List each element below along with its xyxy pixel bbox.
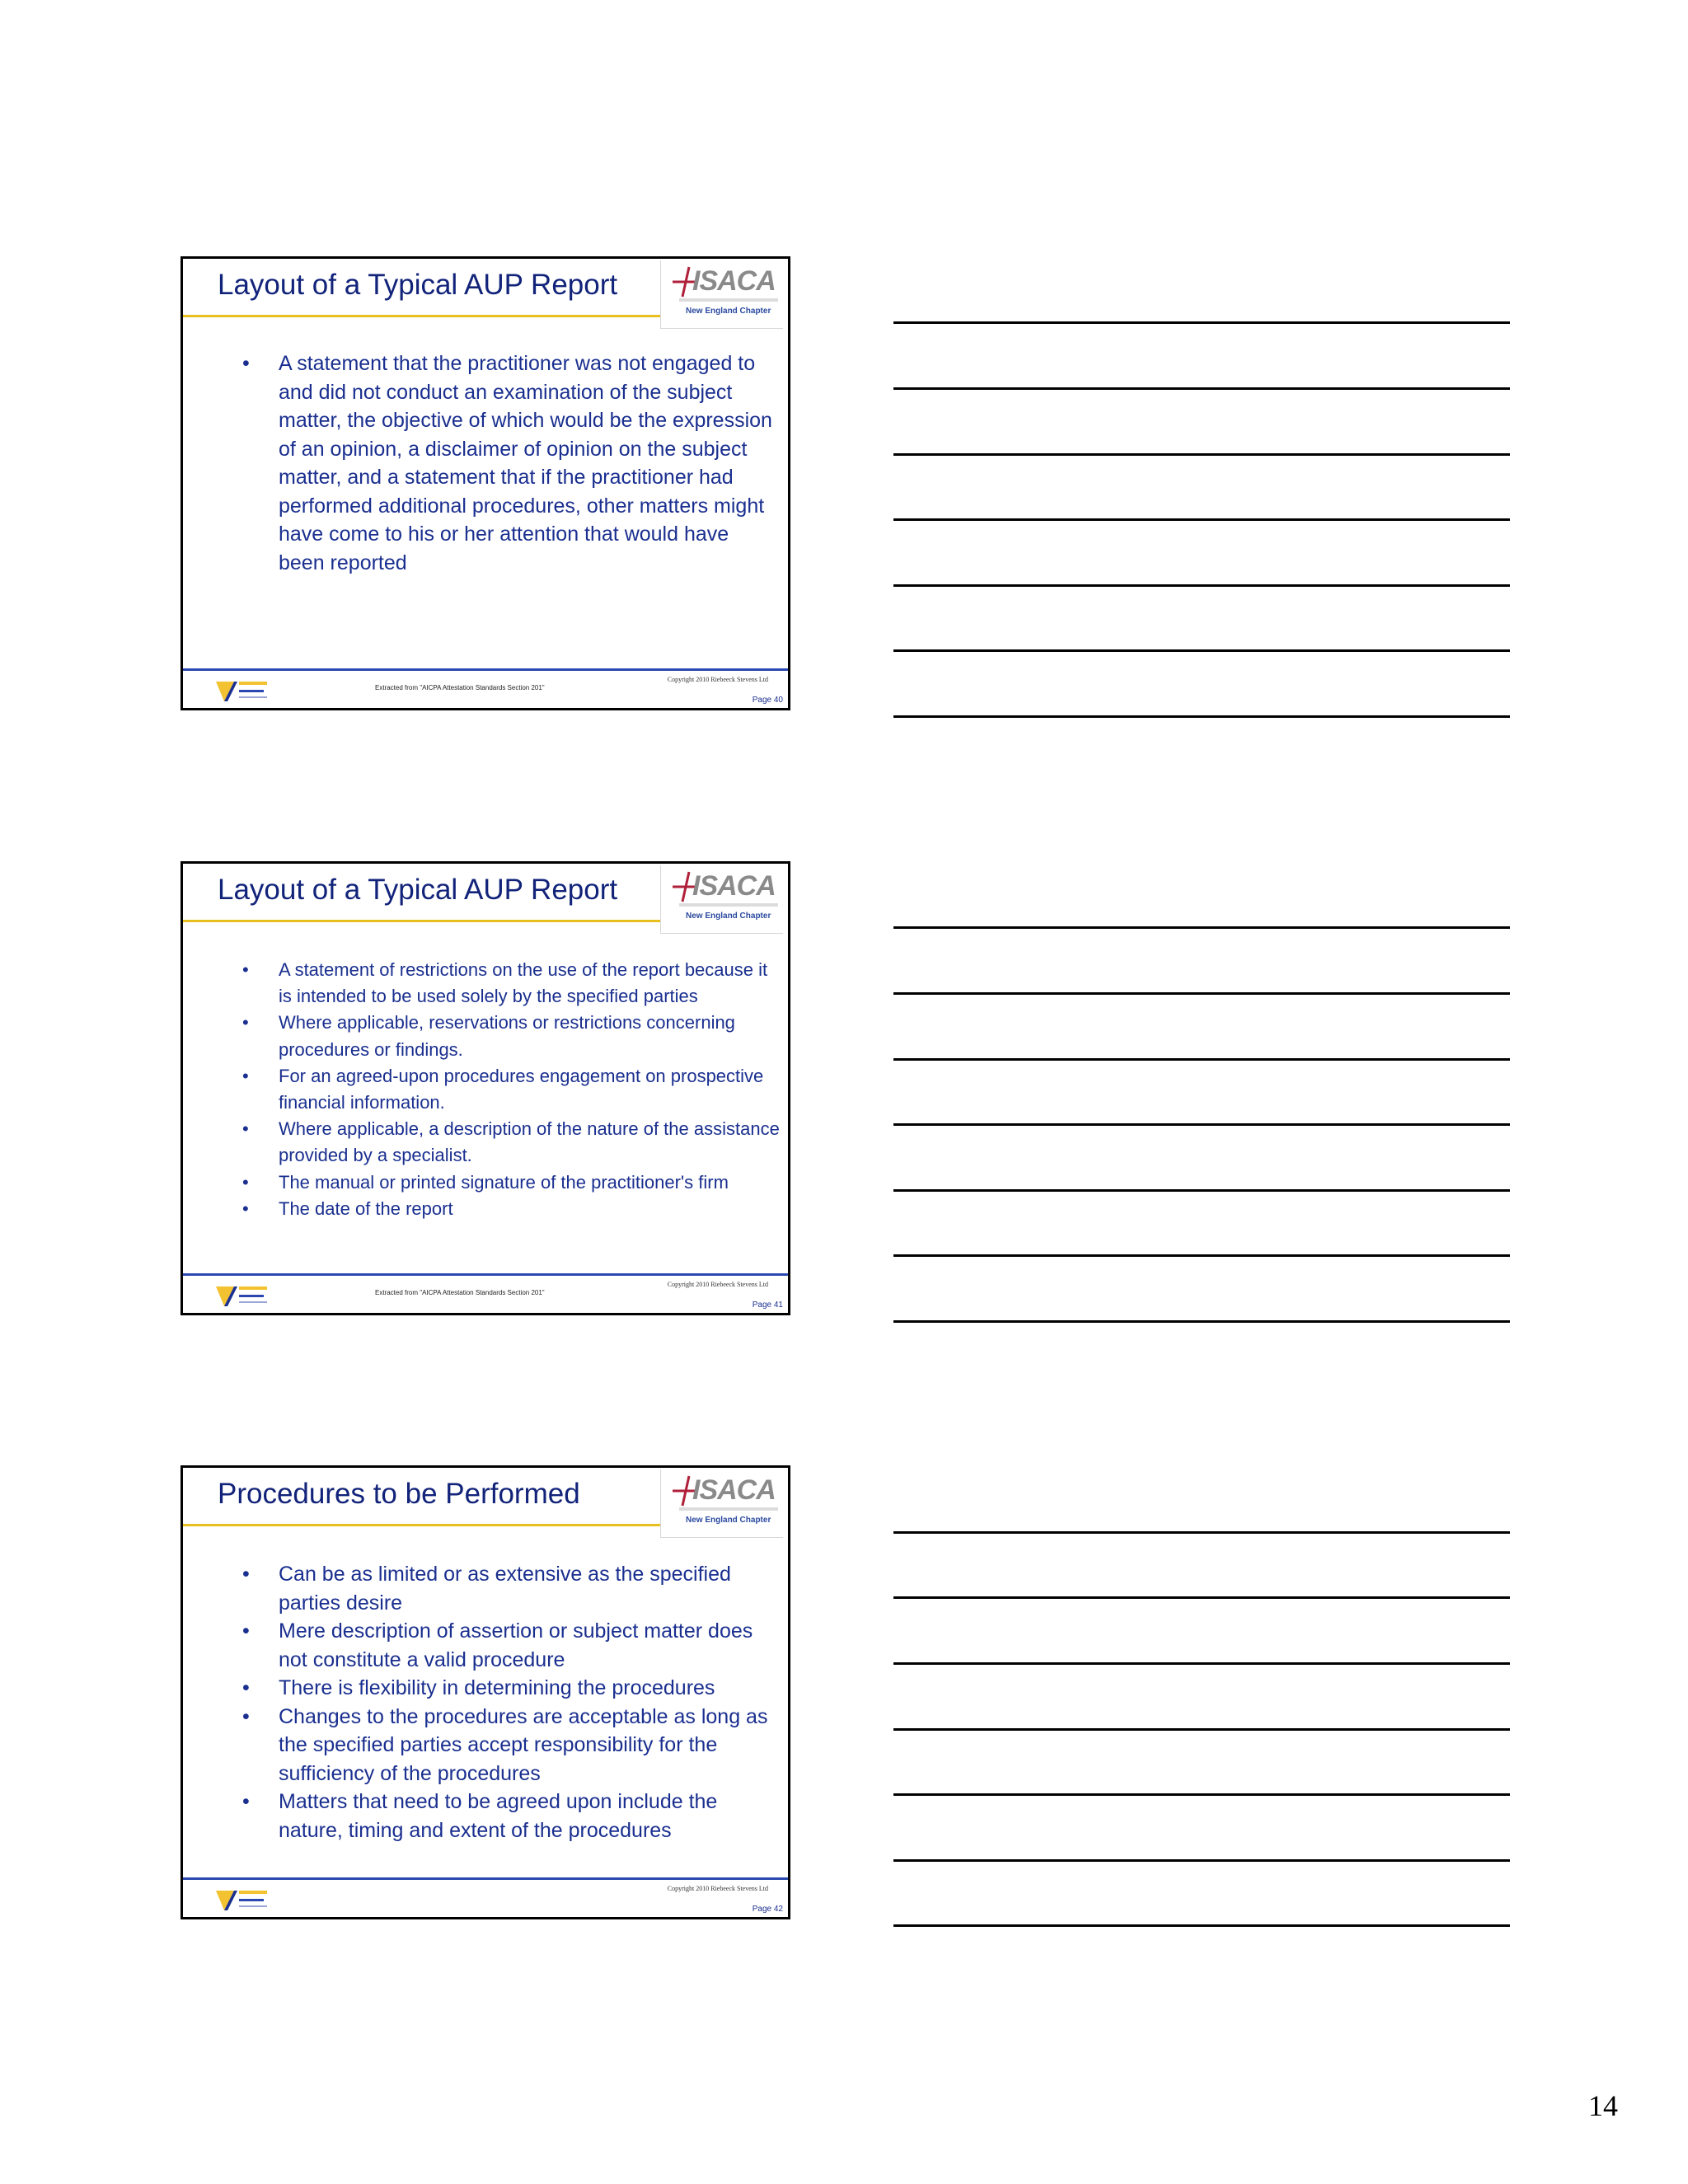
- footer-rule: [183, 1877, 788, 1880]
- isaca-logo: [660, 1469, 783, 1538]
- logo-chapter: New England Chapter: [686, 1516, 771, 1525]
- notes-line: [893, 1189, 1510, 1192]
- bullet-item: • For an agreed-upon procedures engagement on prospective financial information.: [242, 1063, 780, 1116]
- slide-page-number: Page 42: [752, 1905, 783, 1914]
- footer-copyright: Copyright 2010 Riebeeck Stevens Ltd: [667, 1281, 768, 1288]
- notes-line: [893, 926, 1510, 929]
- bullet-item: • Where applicable, reservations or restrictions concerning procedures or findings.: [242, 1010, 780, 1062]
- notes-line: [893, 1058, 1510, 1061]
- notes-line: [893, 992, 1510, 995]
- slide-page-number: Page 41: [752, 1301, 783, 1310]
- footer-copyright: Copyright 2010 Riebeeck Stevens Ltd: [667, 1885, 768, 1892]
- notes-line: [893, 518, 1510, 521]
- bullet-item: • Mere description of assertion or subject matter does not constitute a valid procedure: [242, 1617, 780, 1674]
- notes-line: [893, 715, 1510, 718]
- footer-source: Extracted from "AICPA Attestation Standards Section 201": [375, 684, 545, 691]
- notes-line: [893, 387, 1510, 390]
- logo-tagline: [679, 298, 778, 302]
- notes-line: [893, 1662, 1510, 1665]
- page-number: 14: [1588, 2089, 1618, 2122]
- bullet-list: [242, 349, 780, 577]
- slide-42: [181, 1465, 790, 1919]
- bullet-item: • Matters that need to be agreed upon include the nature, timing and extent of the procedures: [242, 1788, 780, 1844]
- footer-rule: [183, 668, 788, 671]
- notes-line: [893, 1793, 1510, 1796]
- notes-line: [893, 1728, 1510, 1731]
- footer-source: Extracted from "AICPA Attestation Standards Section 201": [375, 1289, 545, 1296]
- title-underline: [183, 315, 661, 317]
- bullet-item: • Can be as limited or as extensive as the specified parties desire: [242, 1560, 780, 1617]
- slide-page-number: Page 40: [752, 696, 783, 705]
- notes-line: [893, 321, 1510, 324]
- logo-tagline: [679, 903, 778, 907]
- isaca-logo: [660, 260, 783, 329]
- slide-41: [181, 861, 790, 1315]
- notes-line: [893, 584, 1510, 587]
- bullet-item: • The manual or printed signature of the practitioner's firm: [242, 1169, 780, 1196]
- footer-copyright: Copyright 2010 Riebeeck Stevens Ltd: [667, 676, 768, 683]
- bullet-item: • Changes to the procedures are acceptable as long as the specified parties accept responsibility for the sufficiency of the procedures: [242, 1703, 780, 1788]
- logo-tagline: [679, 1507, 778, 1511]
- riebeeck-stevens-logo: [216, 678, 270, 703]
- isaca-wordmark: ISACA: [692, 1474, 776, 1506]
- bullet-item: • There is flexibility in determining the procedures: [242, 1674, 780, 1703]
- notes-line: [893, 1123, 1510, 1126]
- bullet-list: [242, 1560, 780, 1844]
- logo-chapter: New England Chapter: [686, 307, 771, 316]
- riebeeck-stevens-logo: [216, 1283, 270, 1308]
- notes-line: [893, 1859, 1510, 1862]
- notes-line: [893, 453, 1510, 456]
- notes-line: [893, 1531, 1510, 1534]
- riebeeck-stevens-logo: [216, 1887, 270, 1912]
- slide-40: [181, 256, 790, 710]
- notes-line: [893, 1924, 1510, 1927]
- bullet-item: • A statement of restrictions on the use of the report because it is intended to be used solely by the specified parties: [242, 957, 780, 1010]
- bullet-item: • Where applicable, a description of the nature of the assistance provided by a specialist.: [242, 1116, 780, 1169]
- slide-title: Layout of a Typical AUP Report: [218, 269, 618, 301]
- title-underline: [183, 920, 661, 922]
- isaca-wordmark: ISACA: [692, 870, 776, 902]
- bullet-item: • A statement that the practitioner was not engaged to and did not conduct an examination of the subject matter, the objective of which would be the expression of an opinion, a disclaimer of opinion on the subject matter, and a statement that if the practitioner had performed additional procedures, other matters might have come to his or her attention that would have been reported: [242, 349, 780, 577]
- notes-line: [893, 1254, 1510, 1257]
- footer-rule: [183, 1273, 788, 1276]
- logo-chapter: New England Chapter: [686, 912, 771, 921]
- bullet-item: • The date of the report: [242, 1196, 780, 1222]
- slide-title: Layout of a Typical AUP Report: [218, 874, 618, 906]
- slide-title: Procedures to be Performed: [218, 1478, 580, 1510]
- isaca-wordmark: ISACA: [692, 265, 776, 297]
- isaca-logo: [660, 865, 783, 934]
- notes-line: [893, 649, 1510, 652]
- notes-line: [893, 1320, 1510, 1323]
- notes-line: [893, 1596, 1510, 1599]
- title-underline: [183, 1524, 661, 1526]
- bullet-list: [242, 957, 780, 1222]
